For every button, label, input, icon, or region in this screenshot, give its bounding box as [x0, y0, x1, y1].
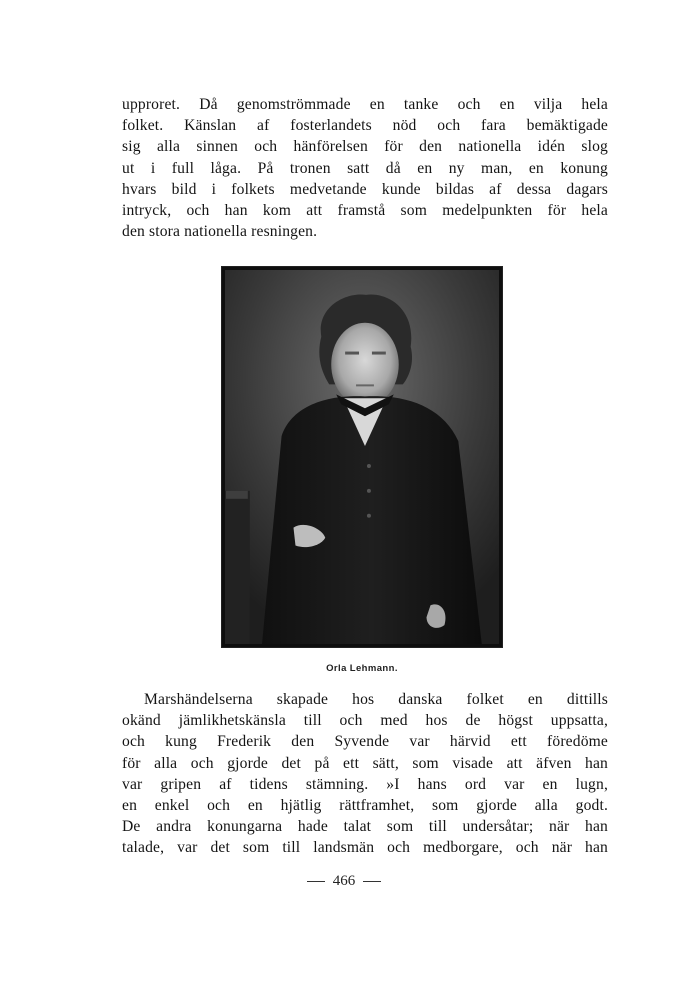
- text-line: för alla och gjorde det på ett sätt, som visade att äfven han: [122, 754, 608, 772]
- text-line: folket. Känslan af fosterlandets nöd och fara bemäktigade: [122, 117, 608, 135]
- page-number: [0, 873, 688, 890]
- text-line: ut i full låga. På tronen satt då en ny man, en konung: [122, 159, 608, 177]
- text-line: intryck, och han kom att framstå som medelpunkten för hela: [122, 202, 608, 220]
- text-line: talade, var det som till landsmän och medborgare, och när han: [122, 839, 608, 857]
- text-line: Marshändelserna skapade hos danska folket en dittills: [144, 691, 608, 708]
- page-number-value: 466: [332, 873, 356, 889]
- text-line: den stora nationella resningen.: [122, 223, 318, 241]
- paragraph-bottom: [122, 689, 608, 859]
- dash-right: [363, 881, 381, 882]
- text-line: och kung Frederik den Syvende var härvid ett föredöme: [122, 733, 608, 751]
- text-line: sig alla sinnen och hänförelsen för den nationella idén slog: [122, 138, 608, 156]
- text-line: var gripen af tidens stämning. »I hans ord var en lugn,: [122, 775, 608, 793]
- figure-caption: Orla Lehmann.: [326, 663, 398, 674]
- text-line: upproret. Då genomströmmade en tanke och en vilja hela: [122, 96, 608, 113]
- text-line: hvars bild i folkets medvetande kunde bildas af dessa dagars: [122, 180, 608, 198]
- paragraph-top: [122, 94, 608, 242]
- text-line: De andra konungarna hade talat som till undersåtar; när han: [122, 818, 608, 836]
- portrait-photo: [221, 266, 503, 648]
- text-line: en enkel och en hjätlig rättframhet, som gjorde alla godt.: [122, 797, 608, 815]
- dash-left: [307, 881, 325, 882]
- text-line: okänd jämlikhetskänsla till och med hos de högst uppsatta,: [122, 712, 608, 730]
- portrait-image: [222, 267, 502, 647]
